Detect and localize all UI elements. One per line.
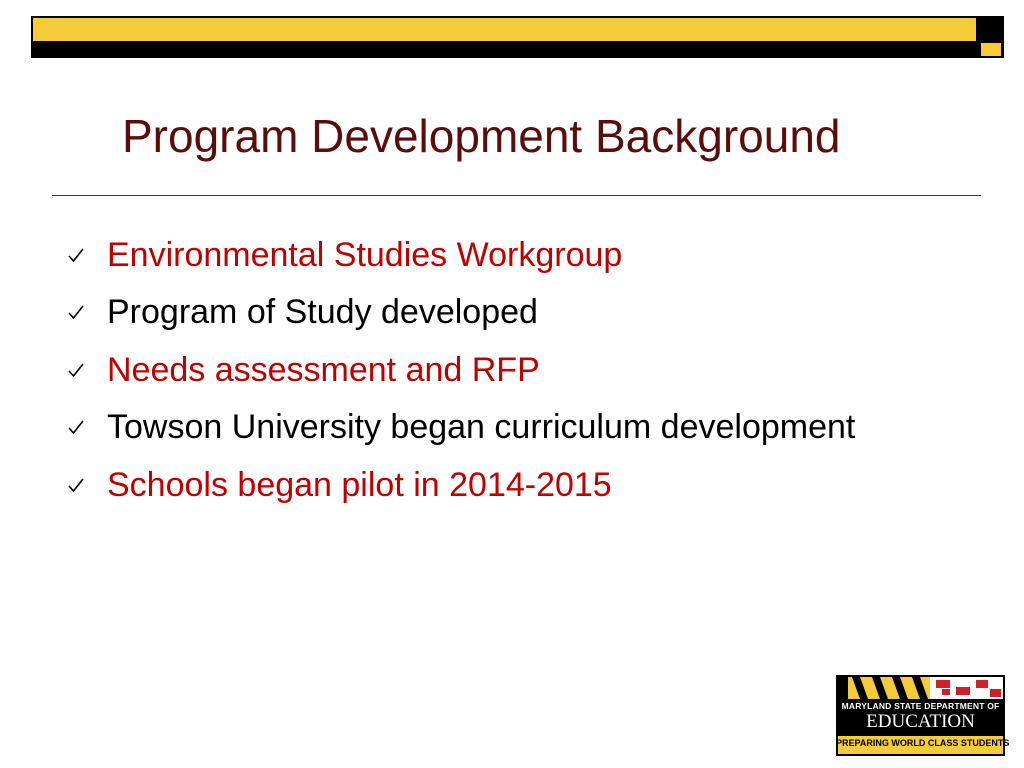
maryland-flag-icon <box>838 677 1003 699</box>
bullet-list <box>60 226 1010 514</box>
bullet-text: Schools began pilot in 2014-2015 <box>107 465 612 504</box>
check-icon <box>67 476 85 494</box>
logo-text-education: EDUCATION <box>866 711 975 732</box>
bullet-text: Environmental Studies Workgroup <box>107 235 623 274</box>
title-divider <box>52 195 981 196</box>
check-icon <box>67 246 85 264</box>
check-icon <box>67 361 85 379</box>
bullet-text: Towson University began curriculum development <box>107 408 856 447</box>
bullet-item <box>60 456 1010 514</box>
slide-title: Program Development Background <box>122 110 841 162</box>
top-bar-yellow-square <box>981 43 1001 56</box>
logo-text-department: MARYLAND STATE DEPARTMENT OF <box>841 701 1000 711</box>
bullet-text: Needs assessment and RFP <box>107 350 540 389</box>
top-bar-yellow-stripe <box>33 18 976 41</box>
logo-text-tagline: PREPARING WORLD CLASS STUDENTS <box>836 738 1010 748</box>
bullet-item <box>60 284 1010 342</box>
bullet-item <box>60 341 1010 399</box>
msde-logo <box>836 675 1010 756</box>
check-icon <box>67 303 85 321</box>
bullet-text: Program of Study developed <box>107 293 538 332</box>
bullet-item <box>60 226 1010 284</box>
bullet-item <box>60 399 1010 457</box>
check-icon <box>67 418 85 436</box>
